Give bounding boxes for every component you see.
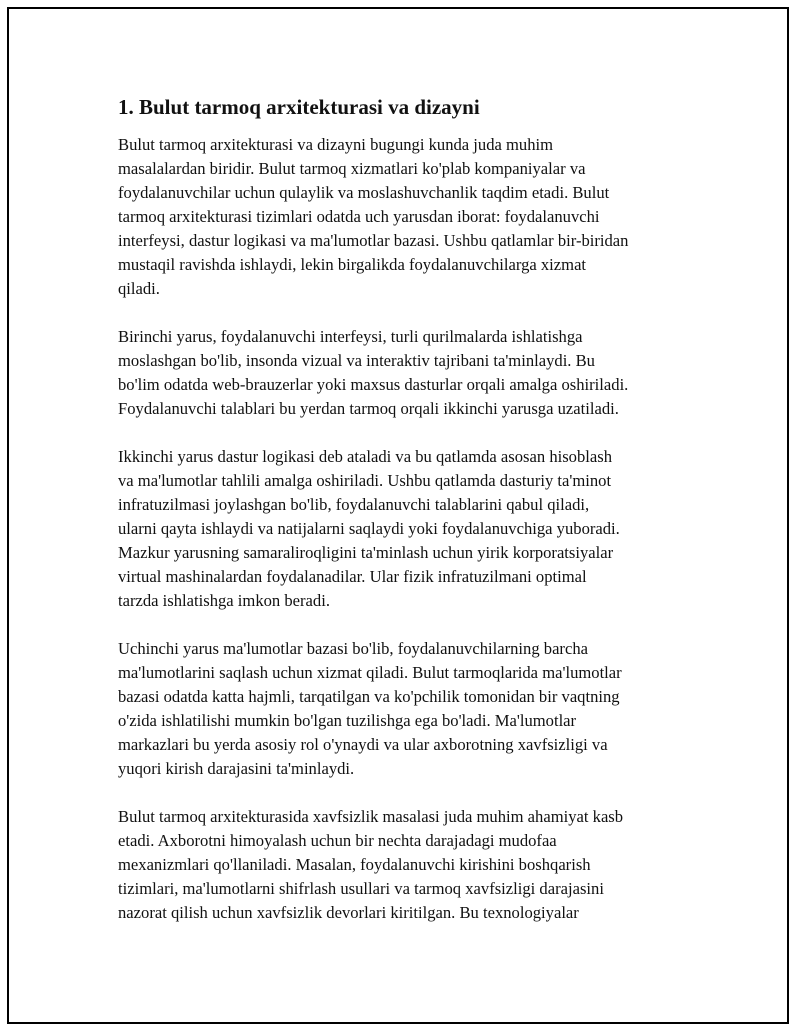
text-line: ularni qayta ishlaydi va natijalarni saqlaydi yoki foydalanuvchiga yuboradi. [118,519,620,538]
text-line: mustaqil ravishda ishlaydi, lekin birgalikda foydalanuvchilarga xizmat [118,255,587,274]
text-line: va ma'lumotlar tahlili amalga oshiriladi. Ushbu qatlamda dasturiy ta'minot [118,471,612,490]
paragraph-4 [118,637,688,781]
text-line: nazorat qilish uchun xavfsizlik devorlari kiritilgan. Bu texnologiyalar [118,903,579,922]
text-line: bo'lim odatda web-brauzerlar yoki maxsus dasturlar orqali amalga oshiriladi. [118,375,629,394]
text-line: o'zida ishlatilishi mumkin bo'lgan tuzilishga ega bo'ladi. Ma'lumotlar [118,711,577,730]
text-line: tarmoq arxitekturasi tizimlari odatda uch yarusdan iborat: foydalanuvchi [118,207,600,226]
text-line: tarzda ishlatishga imkon beradi. [118,591,330,610]
text-line: foydalanuvchilar uchun qulaylik va moslashuvchanlik taqdim etadi. Bulut [118,183,610,202]
text-line: moslashgan bo'lib, insonda vizual va interaktiv tajribani ta'minlaydi. Bu [118,351,595,370]
document-body [118,94,688,949]
text-line: mexanizmlari qo'llaniladi. Masalan, foydalanuvchi kirishini boshqarish [118,855,591,874]
paragraph-5 [118,805,688,925]
paragraph-3 [118,445,688,613]
text-line: Uchinchi yarus ma'lumotlar bazasi bo'lib, foydalanuvchilarning barcha [118,639,588,658]
text-line: etadi. Axborotni himoyalash uchun bir nechta darajadagi mudofaa [118,831,557,850]
text-line: qiladi. [118,279,160,298]
text-line: Bulut tarmoq arxitekturasi va dizayni bugungi kunda juda muhim [118,135,554,154]
text-line: markazlari bu yerda asosiy rol o'ynaydi va ular axborotning xavfsizligi va [118,735,608,754]
text-line: bazasi odatda katta hajmli, tarqatilgan va ko'pchilik tomonidan bir vaqtning [118,687,620,706]
text-line: tizimlari, ma'lumotlarni shifrlash usullari va tarmoq xavfsizligi darajasini [118,879,604,898]
text-line: Foydalanuvchi talablari bu yerdan tarmoq orqali ikkinchi yarusga uzatiladi. [118,399,619,418]
text-line: interfeysi, dastur logikasi va ma'lumotlar bazasi. Ushbu qatlamlar bir-biridan [118,231,629,250]
text-line: masalalardan biridir. Bulut tarmoq xizmatlari ko'plab kompaniyalar va [118,159,586,178]
text-line: Ikkinchi yarus dastur logikasi deb ataladi va bu qatlamda asosan hisoblash [118,447,613,466]
paragraph-1 [118,133,688,301]
section-heading: 1. Bulut tarmoq arxitekturasi va dizayni [118,95,480,119]
text-line: Birinchi yarus, foydalanuvchi interfeysi, turli qurilmalarda ishlatishga [118,327,583,346]
text-line: virtual mashinalardan foydalanadilar. Ular fizik infratuzilmani optimal [118,567,587,586]
text-line: yuqori kirish darajasini ta'minlaydi. [118,759,355,778]
text-line: infratuzilmasi joylashgan bo'lib, foydalanuvchi talablarini qabul qiladi, [118,495,590,514]
paragraph-2 [118,325,688,421]
text-line: ma'lumotlarini saqlash uchun xizmat qiladi. Bulut tarmoqlarida ma'lumotlar [118,663,622,682]
text-line: Mazkur yarusning samaraliroqligini ta'minlash uchun yirik korporatsiyalar [118,543,614,562]
text-line: Bulut tarmoq arxitekturasida xavfsizlik masalasi juda muhim ahamiyat kasb [118,807,624,826]
